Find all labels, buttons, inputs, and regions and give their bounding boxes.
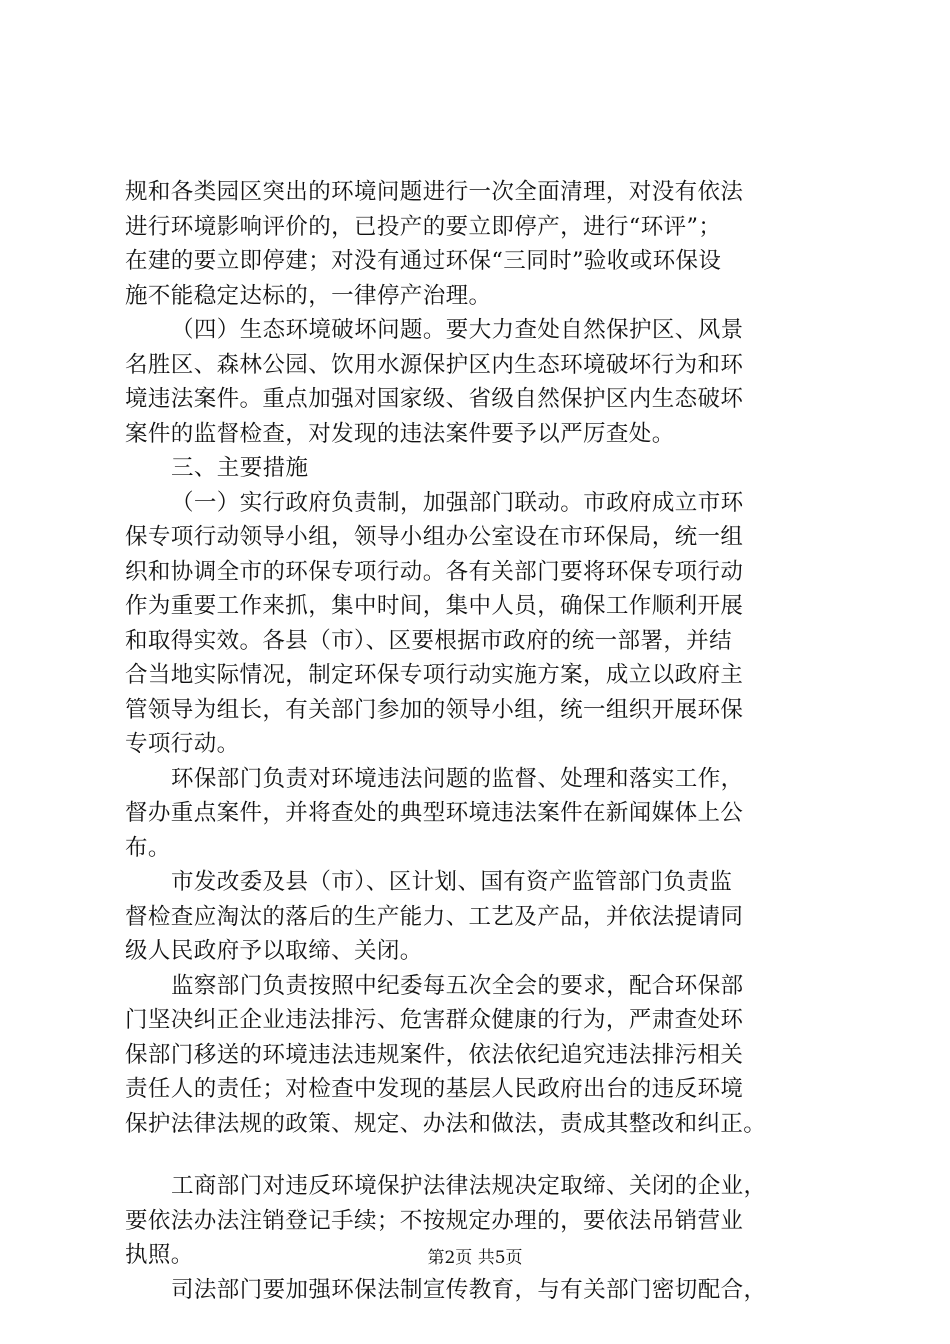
text-line: 专项行动。 <box>125 731 240 757</box>
paragraph-start-line: （一）实行政府负责制，加强部门联动。市政府成立市环 <box>171 489 744 516</box>
paragraph-start-line: 司法部门要加强环保法制宣传教育，与有关部门密切配合， <box>171 1276 767 1303</box>
text-line: 管领导为组长，有关部门参加的领导小组，统一组织开展环保 <box>125 696 744 723</box>
text-line: 保部门移送的环境违法违规案件，依法依纪追究违法排污相关 <box>125 1041 744 1068</box>
text-line: 案件的监督检查，对发现的违法案件要予以严厉查处。 <box>125 420 675 447</box>
text-line: 合当地实际情况，制定环保专项行动实施方案，成立以政府主 <box>125 662 744 688</box>
paragraph-start-line: （四）生态环境破坏问题。要大力查处自然保护区、风景 <box>171 317 744 343</box>
text-line: 级人民政府予以取缔、关闭。 <box>125 938 423 964</box>
text-line: 施不能稳定达标的，一律停产治理。 <box>125 282 492 309</box>
page-number-footer: 第2页 共5页 <box>427 1248 523 1268</box>
text-line: 在建的要立即停建；对没有通过环保“三同时”验收或环保设 <box>125 248 722 274</box>
paragraph-start-line: 市发改委及县（市）、区计划、国有资产监管部门负责监 <box>171 869 733 895</box>
text-line: 门坚决纠正企业违法排污、危害群众健康的行为，严肃查处环 <box>125 1007 744 1033</box>
text-line: 和取得实效。各县（市）、区要根据市政府的统一部署，并结 <box>125 627 733 654</box>
text-line: 要依法办法注销登记手续；不按规定办理的，要依法吊销营业 <box>125 1207 744 1234</box>
text-line: 布。 <box>125 834 171 861</box>
text-line: 督办重点案件，并将查处的典型环境违法案件在新闻媒体上公 <box>125 800 744 826</box>
paragraph-start-line: 工商部门对违反环境保护法律法规决定取缔、关闭的企业， <box>171 1173 767 1199</box>
text-line: 进行环境影响评价的，已投产的要立即停产，进行“环评”； <box>125 213 722 240</box>
text-line: 织和协调全市的环保专项行动。各有关部门要将环保专项行动 <box>125 558 744 585</box>
body-text <box>125 175 850 1307</box>
text-line: 保专项行动领导小组，领导小组办公室设在市环保局，统一组 <box>125 524 744 550</box>
text-line: 境违法案件。重点加强对国家级、省级自然保护区内生态破坏 <box>125 386 744 412</box>
text-line: 责任人的责任；对检查中发现的基层人民政府出台的违反环境 <box>125 1076 744 1102</box>
text-line: 作为重要工作来抓，集中时间，集中人员，确保工作顺利开展 <box>125 593 744 619</box>
text-line: 名胜区、森林公园、饮用水源保护区内生态环境破坏行为和环 <box>125 351 744 378</box>
text-line: 规和各类园区突出的环境问题进行一次全面清理，对没有依法 <box>125 179 744 205</box>
paragraph-gap <box>125 1141 850 1169</box>
text-line: 保护法律法规的政策、规定、办法和做法，责成其整改和纠正。 <box>125 1110 767 1137</box>
paragraph-start-line: 环保部门负责对环境违法问题的监督、处理和落实工作， <box>171 765 744 792</box>
text-line: 执照。 <box>125 1242 194 1268</box>
text-line: 督检查应淘汰的落后的生产能力、工艺及产品，并依法提请同 <box>125 903 744 930</box>
paragraph-start-line: 监察部门负责按照中纪委每五次全会的要求，配合环保部 <box>171 972 744 999</box>
section-heading: 三、主要措施 <box>171 455 309 481</box>
